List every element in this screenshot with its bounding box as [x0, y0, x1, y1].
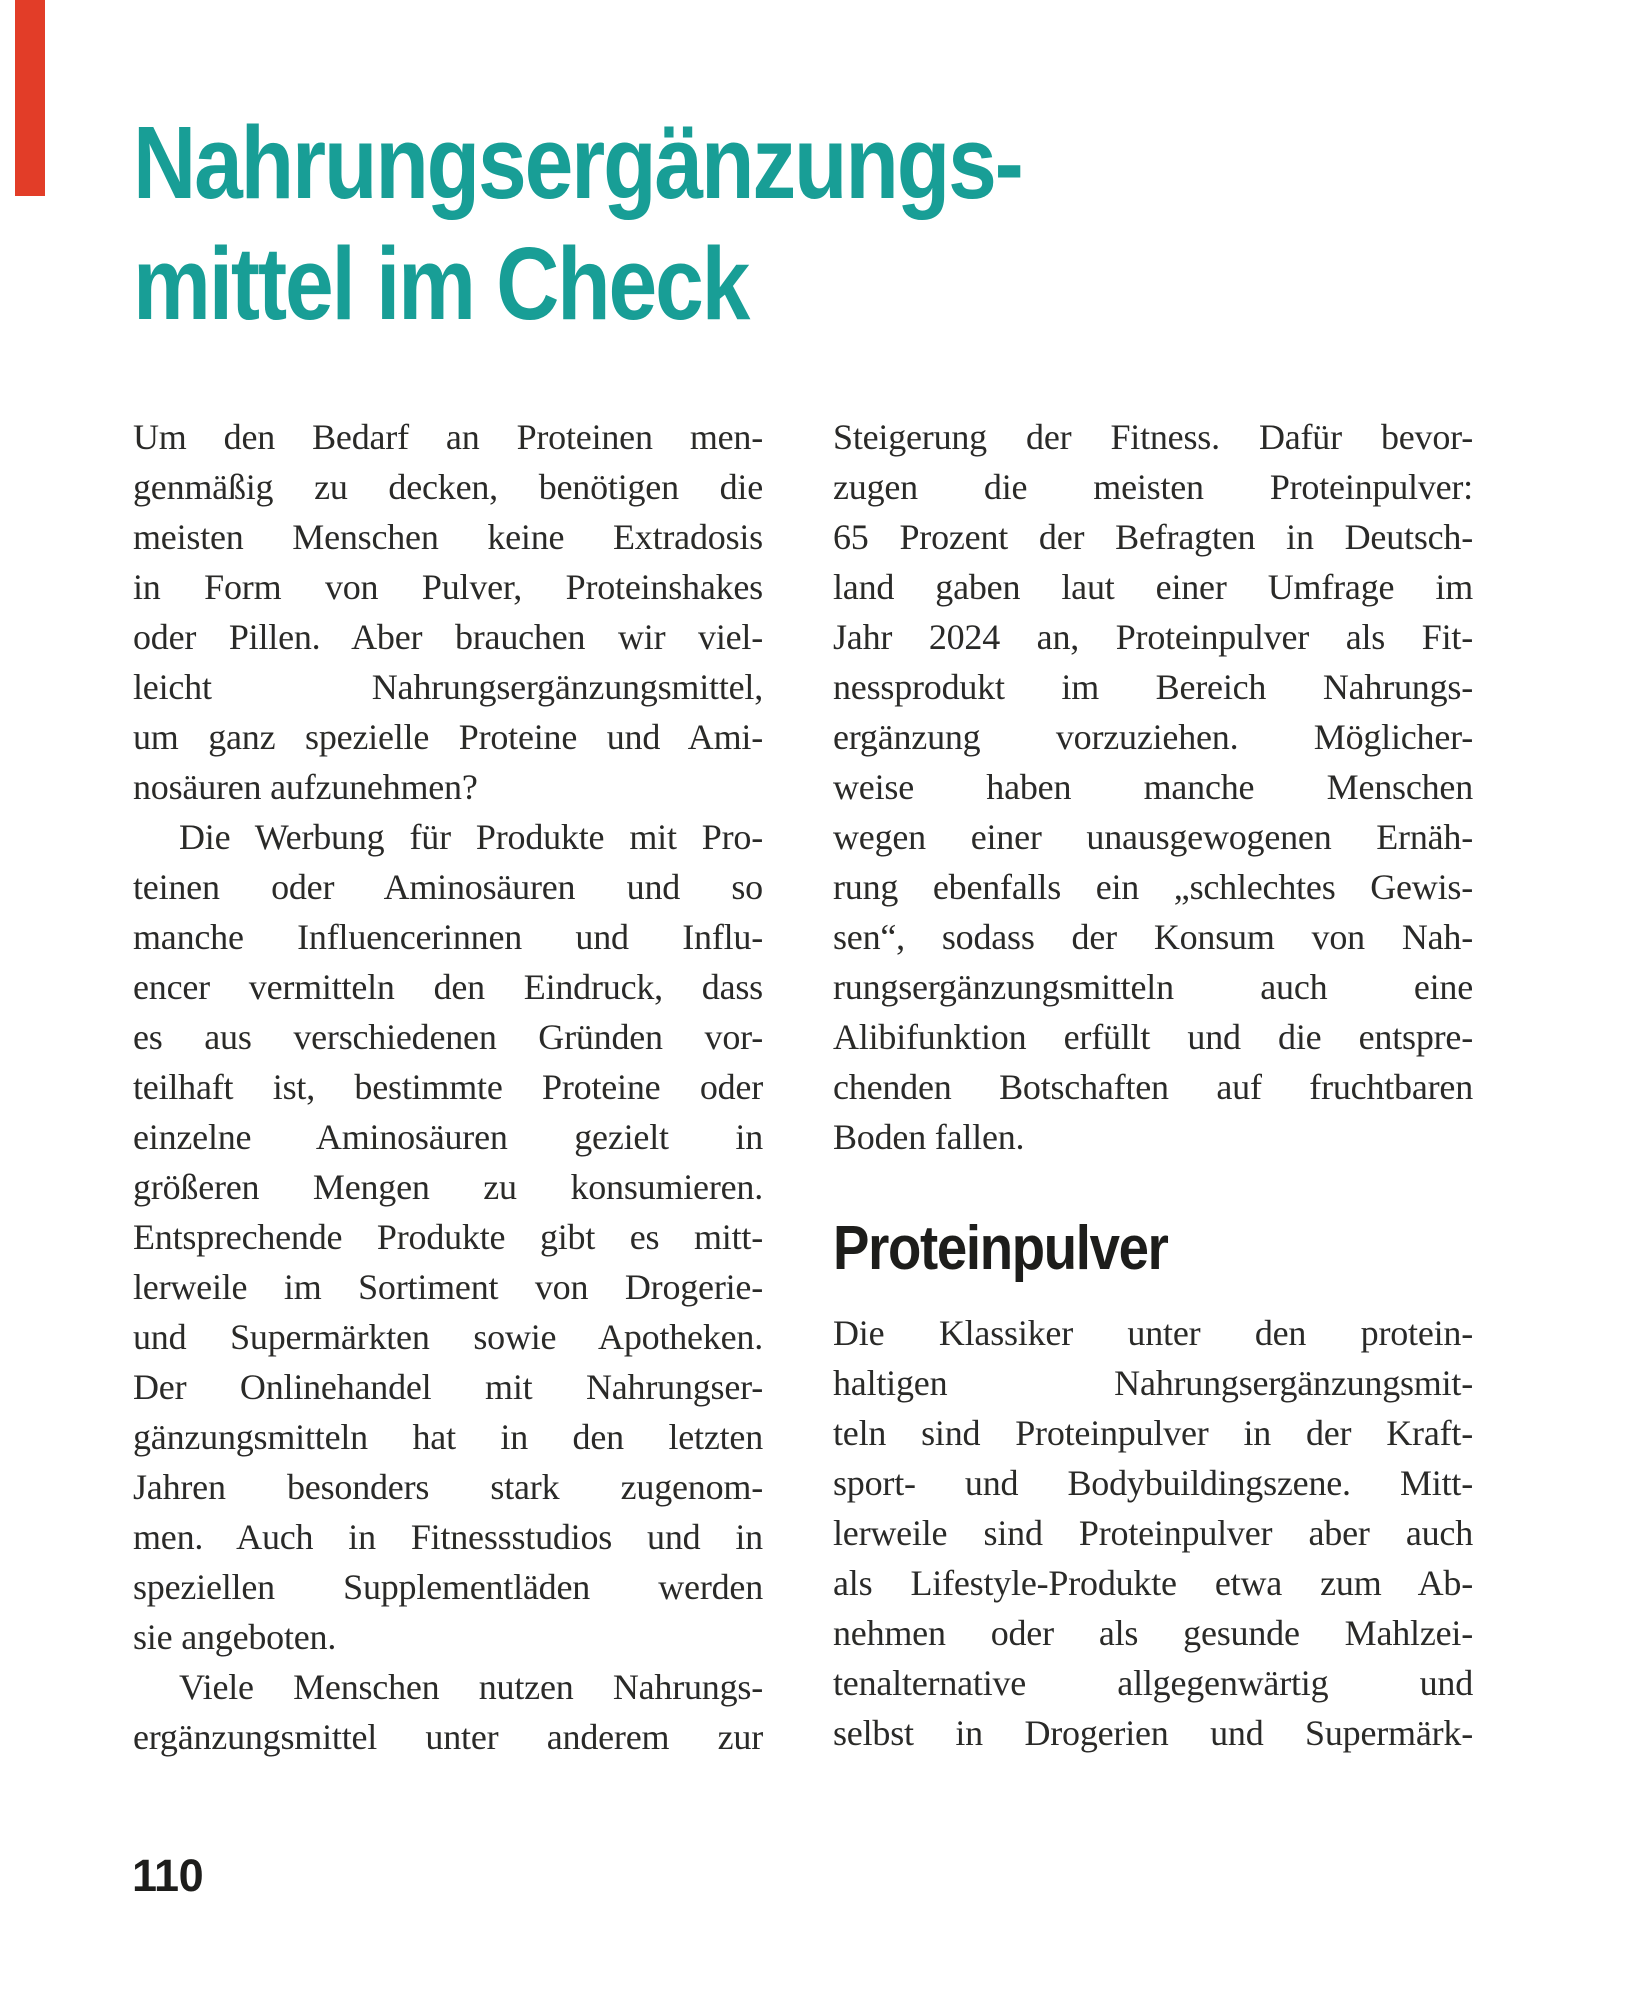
- text-line: men. Auch in Fitnessstudios und in: [133, 1517, 763, 1557]
- text-line: manche Influencerinnen und Influ-: [133, 917, 763, 957]
- text-line: meisten Menschen keine Extradosis: [133, 517, 763, 557]
- text-line: ergänzung vorzuziehen. Möglicher-: [833, 717, 1473, 757]
- text-line: land gaben laut einer Umfrage im: [833, 567, 1473, 607]
- text-line: einzelne Aminosäuren gezielt in: [133, 1117, 763, 1157]
- text-line: Viele Menschen nutzen Nahrungs-: [179, 1667, 763, 1707]
- section-subheading: Proteinpulver: [833, 1214, 1168, 1283]
- chapter-title: [133, 102, 1022, 344]
- text-line: lerweile im Sortiment von Drogerie-: [133, 1267, 763, 1307]
- text-line: gänzungsmitteln hat in den letzten: [133, 1417, 763, 1457]
- page-number: 110: [132, 1850, 204, 1901]
- text-line: Der Onlinehandel mit Nahrungser-: [133, 1367, 763, 1407]
- text-line: genmäßig zu decken, benötigen die: [133, 467, 763, 507]
- text-line: Die Klassiker unter den protein-: [833, 1313, 1473, 1353]
- text-line: und Supermärkten sowie Apotheken.: [133, 1317, 763, 1357]
- right-text-column: [833, 412, 1473, 1758]
- text-line: zugen die meisten Proteinpulver:: [833, 467, 1473, 507]
- text-line: Jahr 2024 an, Proteinpulver als Fit-: [833, 617, 1473, 657]
- text-line: nehmen oder als gesunde Mahlzei-: [833, 1613, 1473, 1653]
- text-line: größeren Mengen zu konsumieren.: [133, 1167, 763, 1207]
- page-edge-tab: [15, 0, 45, 196]
- text-line: als Lifestyle-Produkte etwa zum Ab-: [833, 1563, 1473, 1603]
- text-line: selbst in Drogerien und Supermärk-: [833, 1713, 1473, 1753]
- text-line: Boden fallen.: [833, 1117, 1025, 1157]
- text-line: speziellen Supplementläden werden: [133, 1567, 763, 1607]
- text-line: Entsprechende Produkte gibt es mitt-: [133, 1217, 763, 1257]
- text-line: sen“, sodass der Konsum von Nah-: [833, 917, 1473, 957]
- text-line: Steigerung der Fitness. Dafür bevor-: [833, 417, 1473, 457]
- text-line: Jahren besonders stark zugenom-: [133, 1467, 763, 1507]
- left-text-column: [133, 412, 763, 1762]
- text-line: rung ebenfalls ein „schlechtes Gewis-: [833, 867, 1473, 907]
- text-line: es aus verschiedenen Gründen vor-: [133, 1017, 763, 1057]
- text-line: chenden Botschaften auf fruchtbaren: [833, 1067, 1473, 1107]
- text-line: rungsergänzungsmitteln auch eine: [833, 967, 1473, 1007]
- text-line: teln sind Proteinpulver in der Kraft-: [833, 1413, 1473, 1453]
- text-line: in Form von Pulver, Proteinshakes: [133, 567, 763, 607]
- text-line: sie angeboten.: [133, 1617, 337, 1657]
- text-line: encer vermitteln den Eindruck, dass: [133, 967, 763, 1007]
- text-line: um ganz spezielle Proteine und Ami-: [133, 717, 763, 757]
- text-line: haltigen Nahrungsergänzungsmit-: [833, 1363, 1473, 1403]
- text-line: tenalternative allgegenwärtig und: [833, 1663, 1473, 1703]
- text-line: lerweile sind Proteinpulver aber auch: [833, 1513, 1473, 1553]
- right-column-paragraph-1: [833, 412, 1473, 1162]
- text-line: ergänzungsmittel unter anderem zur: [133, 1717, 763, 1757]
- text-line: sport- und Bodybuildingszene. Mitt-: [833, 1463, 1473, 1503]
- text-line: teinen oder Aminosäuren und so: [133, 867, 763, 907]
- text-line: Alibifunktion erfüllt und die entspre-: [833, 1017, 1473, 1057]
- text-line: 65 Prozent der Befragten in Deutsch-: [833, 517, 1473, 557]
- text-line: leicht Nahrungsergänzungsmittel,: [133, 667, 763, 707]
- text-line: teilhaft ist, bestimmte Proteine oder: [133, 1067, 763, 1107]
- text-line: nosäuren aufzunehmen?: [133, 767, 478, 807]
- text-line: nessprodukt im Bereich Nahrungs-: [833, 667, 1473, 707]
- chapter-title-line-1: Nahrungsergänzungs-: [133, 105, 1022, 220]
- text-line: oder Pillen. Aber brauchen wir viel-: [133, 617, 763, 657]
- text-line: Um den Bedarf an Proteinen men-: [133, 417, 763, 457]
- text-line: wegen einer unausgewogenen Ernäh-: [833, 817, 1473, 857]
- text-line: Die Werbung für Produkte mit Pro-: [179, 817, 763, 857]
- right-column-paragraph-2: [833, 1308, 1473, 1758]
- text-line: weise haben manche Menschen: [833, 767, 1473, 807]
- chapter-title-line-2: mittel im Check: [133, 226, 749, 341]
